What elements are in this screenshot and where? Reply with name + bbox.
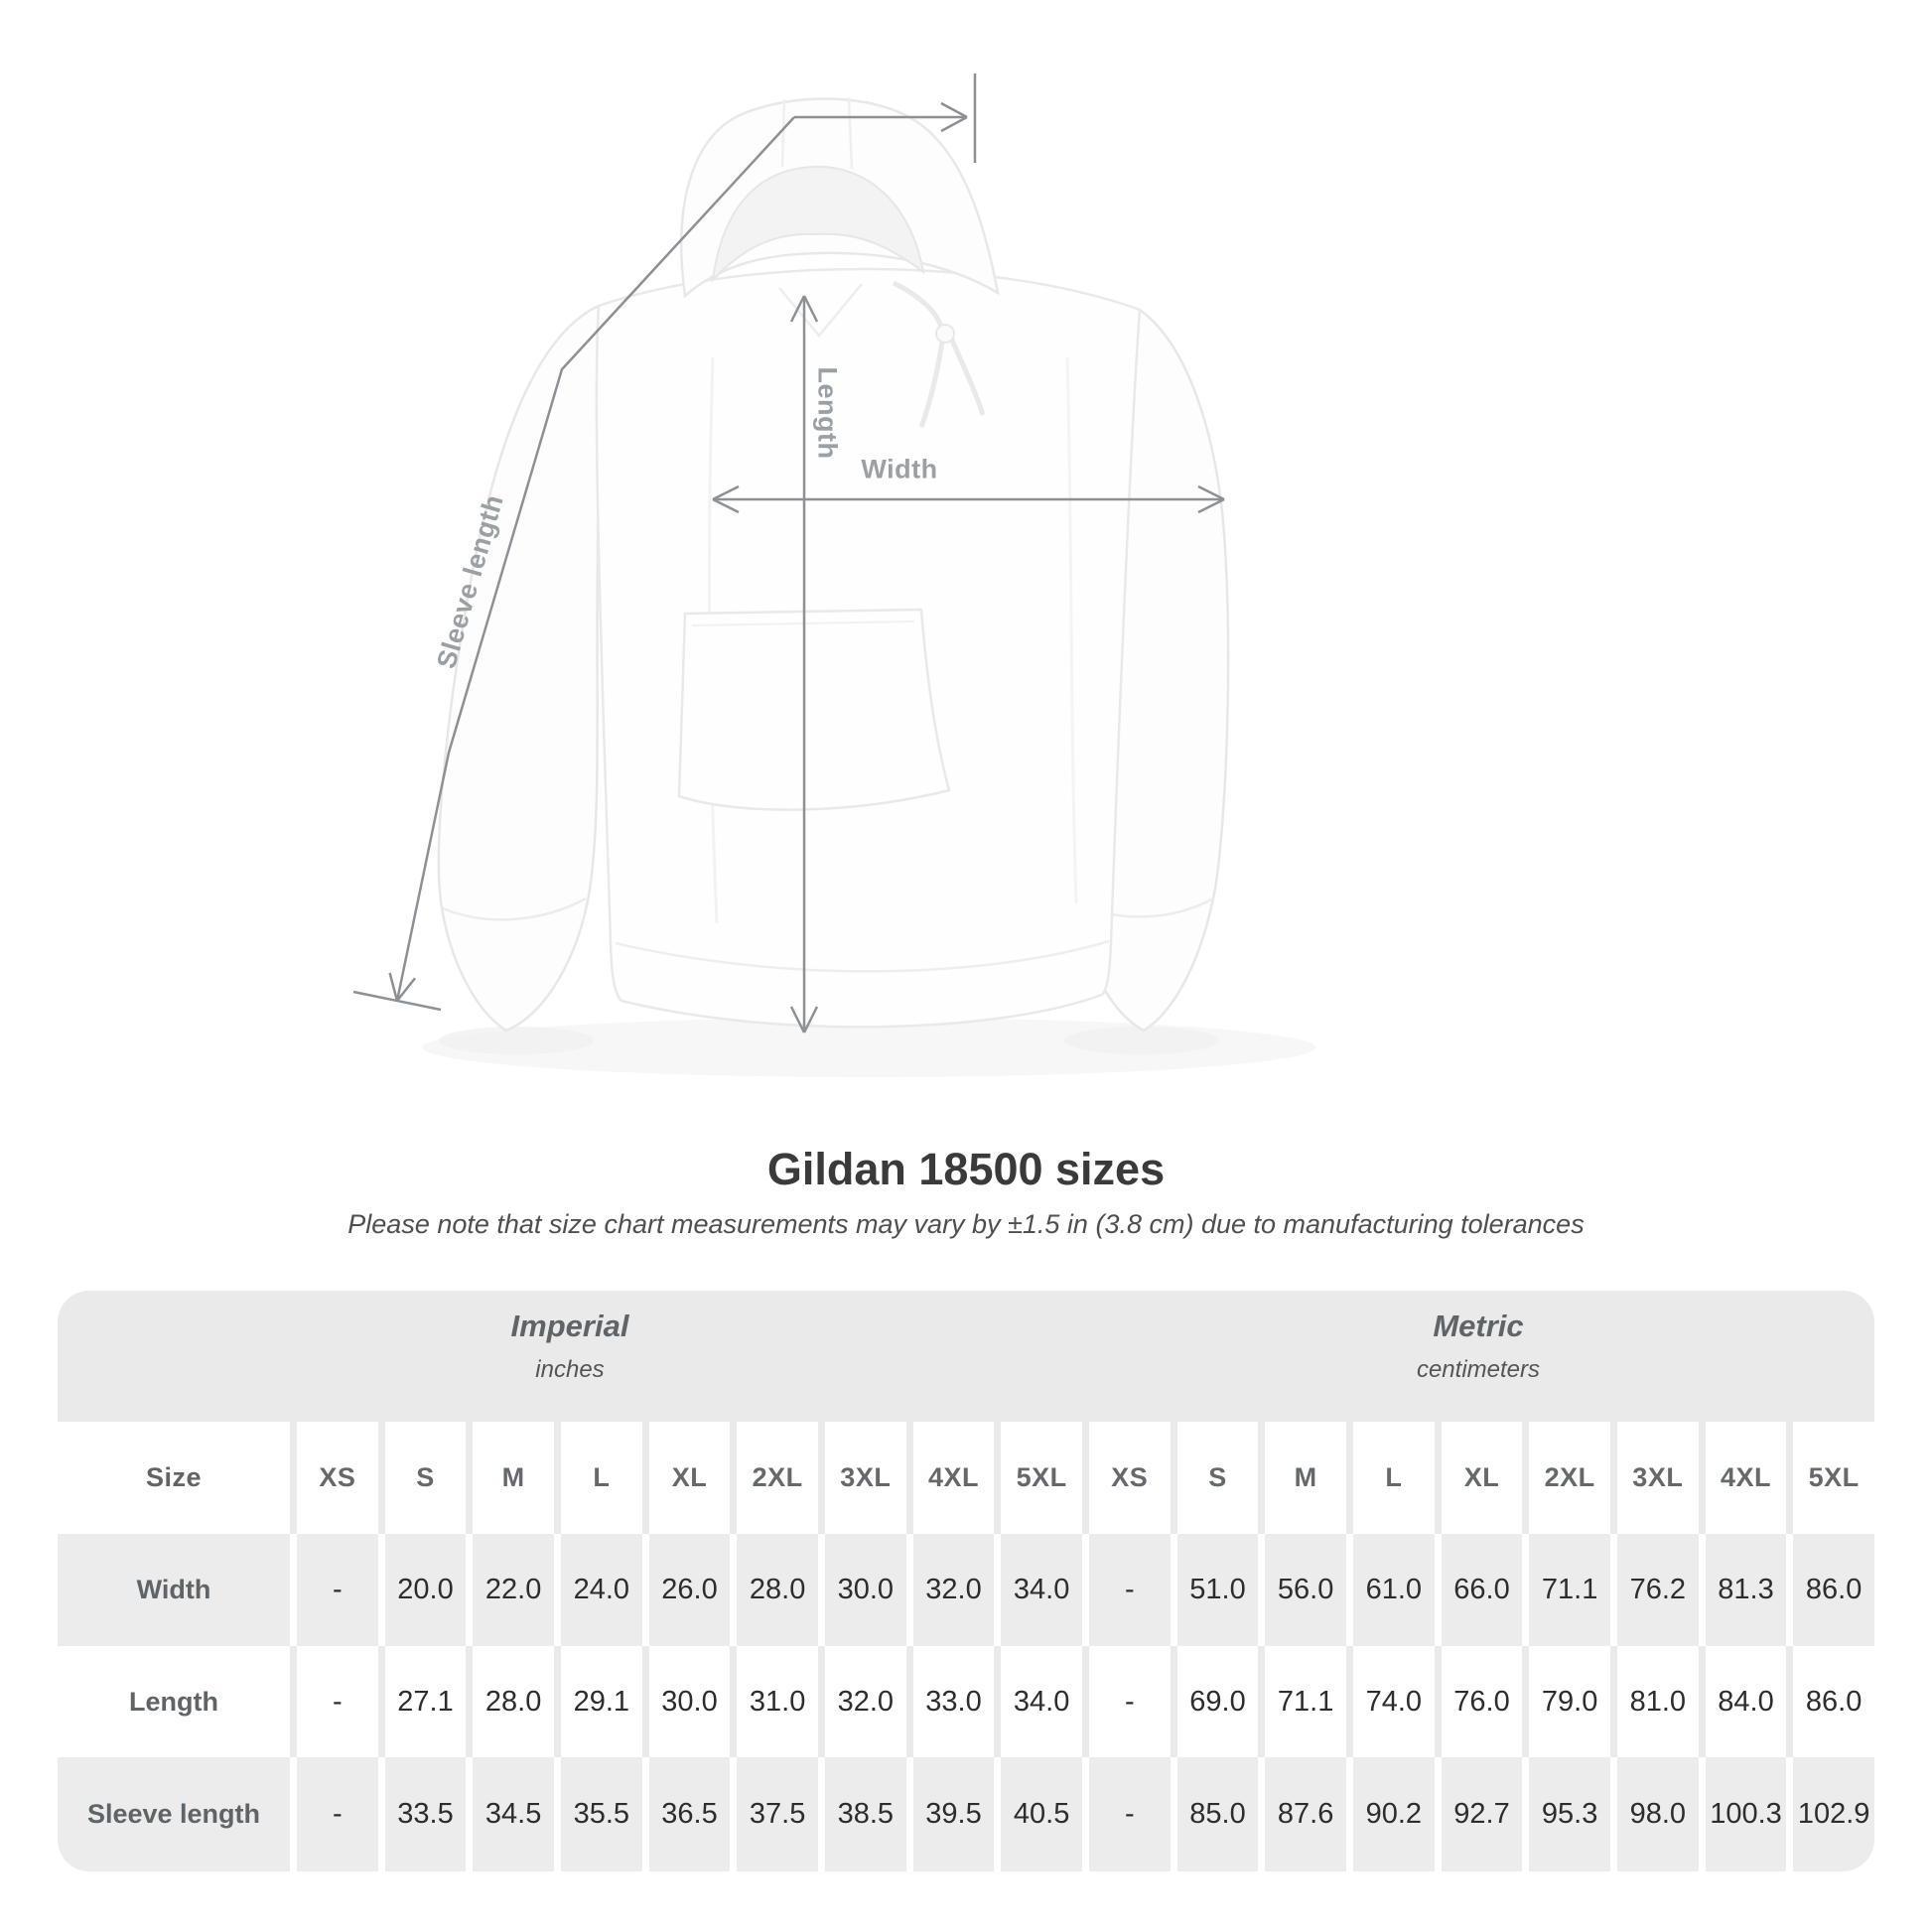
table-cell: 33.5 xyxy=(378,1757,467,1871)
table-cell: 92.7 xyxy=(1435,1757,1523,1871)
table-cell: 71.1 xyxy=(1258,1646,1346,1757)
table-cell: 36.5 xyxy=(642,1757,731,1871)
table-cell: 87.6 xyxy=(1258,1757,1346,1871)
column-header: XS xyxy=(1082,1422,1171,1534)
table-cell: 71.1 xyxy=(1522,1534,1610,1646)
row-label: Sleeve length xyxy=(58,1757,290,1871)
table-cell: - xyxy=(290,1534,378,1646)
table-cell: 38.5 xyxy=(818,1757,906,1871)
table-cell: 95.3 xyxy=(1522,1757,1610,1871)
table-cell: 90.2 xyxy=(1346,1757,1435,1871)
table-cell: 31.0 xyxy=(730,1646,818,1757)
table-cell: 24.0 xyxy=(554,1534,642,1646)
table-cell: 35.5 xyxy=(554,1757,642,1871)
table-cell: 37.5 xyxy=(730,1757,818,1871)
row-label: Width xyxy=(58,1534,290,1646)
table-cell: 30.0 xyxy=(818,1534,906,1646)
table-cell: 51.0 xyxy=(1171,1534,1259,1646)
column-header: M xyxy=(466,1422,554,1534)
size-chart-table xyxy=(58,1291,1874,1871)
table-cell: 66.0 xyxy=(1435,1534,1523,1646)
column-header: 4XL xyxy=(906,1422,995,1534)
width-measure-label: Width xyxy=(861,454,938,484)
column-header: 5XL xyxy=(994,1422,1082,1534)
column-header: XS xyxy=(290,1422,378,1534)
table-cell: - xyxy=(1082,1757,1171,1871)
table-cell: 22.0 xyxy=(466,1534,554,1646)
table-cell: - xyxy=(290,1646,378,1757)
column-header: 3XL xyxy=(1610,1422,1699,1534)
table-cell: 40.5 xyxy=(994,1757,1082,1871)
table-cell: 33.0 xyxy=(906,1646,995,1757)
table-cell: 69.0 xyxy=(1171,1646,1259,1757)
table-cell: 79.0 xyxy=(1522,1646,1610,1757)
table-cell: 74.0 xyxy=(1346,1646,1435,1757)
table-cell: 102.9 xyxy=(1786,1757,1874,1871)
table-cell: 28.0 xyxy=(730,1534,818,1646)
column-header: 3XL xyxy=(818,1422,906,1534)
table-cell: 98.0 xyxy=(1610,1757,1699,1871)
table-cell: 32.0 xyxy=(818,1646,906,1757)
table-cell: 85.0 xyxy=(1171,1757,1259,1871)
table-cell: 29.1 xyxy=(554,1646,642,1757)
table-cell: 28.0 xyxy=(466,1646,554,1757)
table-cell: 26.0 xyxy=(642,1534,731,1646)
table-cell: - xyxy=(1082,1534,1171,1646)
size-column-header: Size xyxy=(58,1422,290,1534)
row-label: Length xyxy=(58,1646,290,1757)
column-header: 2XL xyxy=(730,1422,818,1534)
table-cell: 61.0 xyxy=(1346,1534,1435,1646)
table-cell: 32.0 xyxy=(906,1534,995,1646)
table-cell: 34.0 xyxy=(994,1534,1082,1646)
table-cell: 81.0 xyxy=(1610,1646,1699,1757)
column-header: 4XL xyxy=(1699,1422,1787,1534)
chart-title: Gildan 18500 sizes xyxy=(766,1144,1166,1194)
column-header: 2XL xyxy=(1522,1422,1610,1534)
table-cell: - xyxy=(290,1757,378,1871)
column-header: S xyxy=(1171,1422,1259,1534)
length-measure-label: Length xyxy=(812,366,843,460)
unit-sublabel-metric: centimeters xyxy=(1416,1356,1540,1383)
table-cell: 20.0 xyxy=(378,1534,467,1646)
chart-note: Please note that size chart measurements may vary by ±1.5 in (3.8 cm) due to manufacturing tolerances xyxy=(347,1209,1585,1239)
table-cell: 27.1 xyxy=(378,1646,467,1757)
unit-label-metric: Metric xyxy=(1433,1309,1524,1343)
table-cell: 76.0 xyxy=(1435,1646,1523,1757)
column-header: S xyxy=(378,1422,467,1534)
unit-band-imperial xyxy=(58,1291,1082,1422)
table-cell: 34.0 xyxy=(994,1646,1082,1757)
table-cell: 86.0 xyxy=(1786,1646,1874,1757)
column-header: L xyxy=(554,1422,642,1534)
column-header: XL xyxy=(642,1422,731,1534)
column-header: M xyxy=(1258,1422,1346,1534)
table-cell: 39.5 xyxy=(906,1757,995,1871)
table-cell: 86.0 xyxy=(1786,1534,1874,1646)
table-cell: 100.3 xyxy=(1699,1757,1787,1871)
table-cell: 76.2 xyxy=(1610,1534,1699,1646)
unit-label-imperial: Imperial xyxy=(510,1309,629,1343)
table-cell: 30.0 xyxy=(642,1646,731,1757)
table-cell: 34.5 xyxy=(466,1757,554,1871)
table-cell: 84.0 xyxy=(1699,1646,1787,1757)
column-header: 5XL xyxy=(1786,1422,1874,1534)
unit-sublabel-imperial: inches xyxy=(535,1356,605,1383)
table-cell: 56.0 xyxy=(1258,1534,1346,1646)
unit-band-metric xyxy=(1082,1291,1874,1422)
column-header: L xyxy=(1346,1422,1435,1534)
sleeve-length-measure-label: Sleeve length xyxy=(431,490,509,672)
table-cell: 81.3 xyxy=(1699,1534,1787,1646)
table-cell: - xyxy=(1082,1646,1171,1757)
column-header: XL xyxy=(1435,1422,1523,1534)
